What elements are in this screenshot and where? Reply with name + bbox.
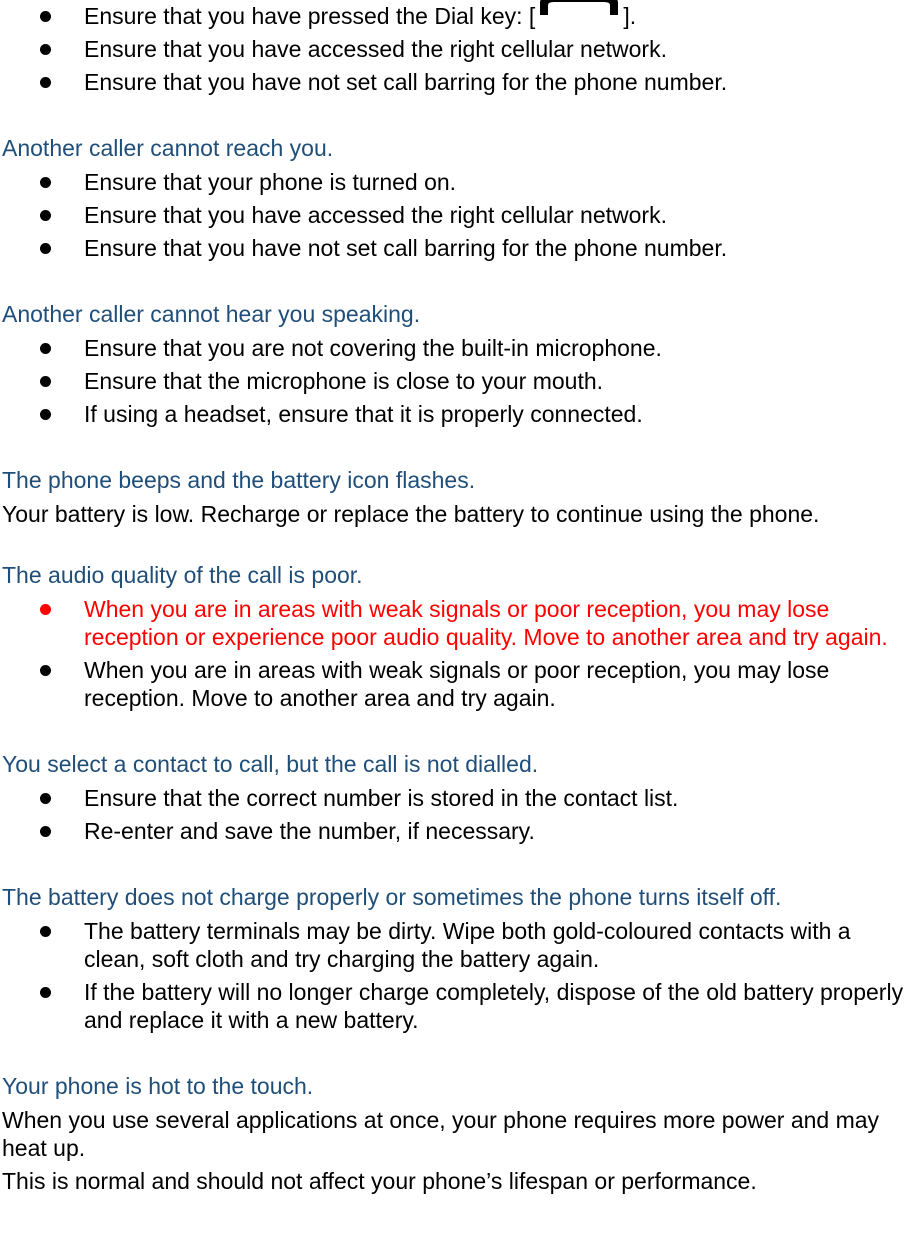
bullet-icon: [40, 665, 51, 676]
dial-key-icon: [536, 5, 622, 27]
audio-quality-list: [2, 595, 918, 712]
bullet-icon: [40, 44, 51, 55]
bullet-icon: [40, 987, 51, 998]
list-item: Ensure that your phone is turned on.: [2, 168, 918, 196]
bullet-icon: [40, 604, 51, 615]
bullet-icon: [40, 11, 51, 22]
bullet-icon: [40, 409, 51, 420]
paragraph: When you use several applications at once, your phone requires more power and may heat up.: [2, 1107, 880, 1161]
bullet-icon: [40, 376, 51, 387]
bullet-icon: [40, 826, 51, 837]
list-item: Ensure that you have pressed the Dial key: [ ].: [2, 2, 918, 30]
bullet-icon: [40, 793, 51, 804]
list-item: If the battery will no longer charge completely, dispose of the old battery properly and replace it with a new battery.: [2, 978, 918, 1034]
list-item-highlighted: When you are in areas with weak signals or poor reception, you may lose reception or experience poor audio quality. Move to another area and try again.: [2, 595, 918, 651]
list-item: If using a headset, ensure that it is properly connected.: [2, 400, 918, 428]
bullet-icon: [40, 926, 51, 937]
list-item: Ensure that you have accessed the right cellular network.: [2, 201, 918, 229]
list-item: Ensure that you have not set call barring for the phone number.: [2, 234, 918, 262]
section-heading: The audio quality of the call is poor.: [2, 562, 363, 588]
list-item: Ensure that the microphone is close to your mouth.: [2, 367, 918, 395]
list-item: Re-enter and save the number, if necessary.: [2, 817, 918, 845]
section-heading: Your phone is hot to the touch.: [2, 1073, 314, 1099]
battery-charge-list: [2, 917, 918, 1034]
cannot-reach-list: [2, 168, 918, 262]
bullet-icon: [40, 343, 51, 354]
bullet-icon: [40, 77, 51, 88]
section-heading: You select a contact to call, but the call is not dialled.: [2, 751, 539, 777]
list-item: Ensure that you have accessed the right cellular network.: [2, 35, 918, 63]
list-item: When you are in areas with weak signals or poor reception, you may lose reception. Move to another area and try again.: [2, 656, 918, 712]
bullet-icon: [40, 177, 51, 188]
cannot-hear-list: [2, 334, 918, 428]
not-dialled-list: [2, 784, 918, 845]
section-heading: The battery does not charge properly or sometimes the phone turns itself off.: [2, 884, 782, 910]
list-item: Ensure that you have not set call barring for the phone number.: [2, 68, 918, 96]
bullet-icon: [40, 210, 51, 221]
paragraph: Your battery is low. Recharge or replace the battery to continue using the phone.: [2, 501, 820, 527]
list-item: Ensure that the correct number is stored in the contact list.: [2, 784, 918, 812]
list-item: The battery terminals may be dirty. Wipe both gold-coloured contacts with a clean, soft cloth and try charging the battery again.: [2, 917, 918, 973]
bullet-icon: [40, 243, 51, 254]
section-heading: Another caller cannot reach you.: [2, 135, 334, 161]
paragraph: This is normal and should not affect your phone’s lifespan or performance.: [2, 1168, 757, 1194]
section-heading: The phone beeps and the battery icon flashes.: [2, 467, 476, 493]
intro-list: [2, 2, 918, 96]
list-item: Ensure that you are not covering the built-in microphone.: [2, 334, 918, 362]
section-heading: Another caller cannot hear you speaking.: [2, 301, 421, 327]
